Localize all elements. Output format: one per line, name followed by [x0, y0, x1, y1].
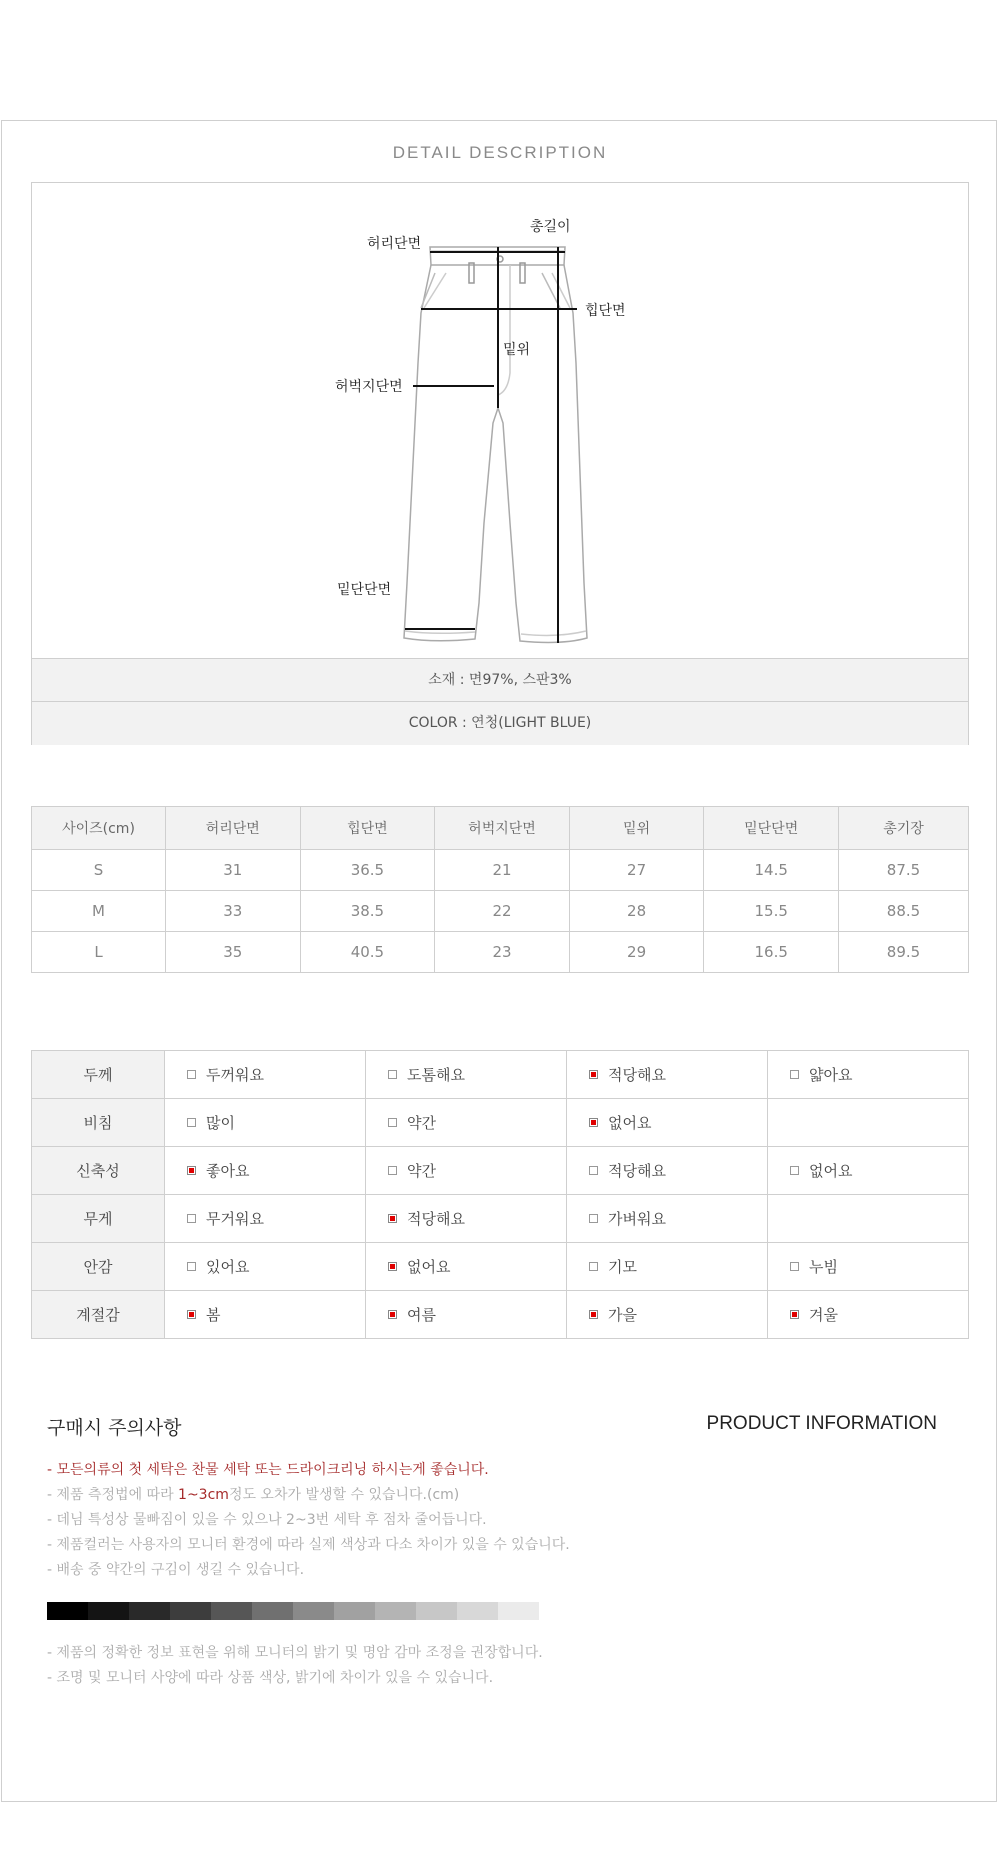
feature-name: 안감: [32, 1243, 165, 1291]
feature-option-cell: [768, 1291, 969, 1339]
feature-option-label: 여름: [407, 1306, 436, 1324]
size-cell: 36.5: [300, 850, 435, 891]
checked-box-icon: [388, 1214, 397, 1223]
feature-option-cell: [366, 1099, 567, 1147]
gray-swatch: [416, 1602, 457, 1620]
size-cell: 14.5: [704, 850, 839, 891]
feature-option-label: 기모: [608, 1258, 637, 1276]
size-cell: 40.5: [300, 932, 435, 973]
size-table: [31, 806, 969, 973]
gray-swatch: [170, 1602, 211, 1620]
feature-option-cell: [567, 1099, 768, 1147]
label-total-length: 총길이: [530, 219, 571, 235]
size-cell: 27: [569, 850, 704, 891]
size-header-cell: 총기장: [839, 807, 969, 850]
notice-line: - 제품컬러는 사용자의 모니터 환경에 따라 실제 색상과 다소 차이가 있을 수 있습니다.: [47, 1537, 570, 1553]
gray-swatch: [252, 1602, 293, 1620]
size-diagram-box: [31, 182, 969, 745]
feature-option-cell: [165, 1051, 366, 1099]
size-cell: 21: [435, 850, 570, 891]
feature-option-label: 약간: [407, 1162, 436, 1180]
size-cell: 35: [166, 932, 301, 973]
size-header-cell: 사이즈(cm): [32, 807, 166, 850]
feature-option-label: 얇아요: [809, 1066, 853, 1084]
feature-option-cell: [567, 1147, 768, 1195]
notice-title: 구매시 주의사항: [47, 1417, 182, 1439]
checked-box-icon: [388, 1262, 397, 1271]
feature-option-label: 겨울: [809, 1306, 838, 1324]
checked-box-icon: [790, 1310, 799, 1319]
feature-option-cell: [768, 1195, 969, 1243]
feature-option-label: 없어요: [608, 1114, 652, 1132]
size-header-cell: 허벅지단면: [435, 807, 570, 850]
checked-box-icon: [589, 1070, 598, 1079]
feature-option-cell: [366, 1291, 567, 1339]
feature-option-label: 있어요: [206, 1258, 250, 1276]
feature-option-cell: [567, 1291, 768, 1339]
checked-box-icon: [589, 1118, 598, 1127]
notice-highlight: 1~3cm: [178, 1487, 229, 1503]
feature-row: [32, 1147, 969, 1195]
gray-swatch: [334, 1602, 375, 1620]
feature-option-label: 적당해요: [608, 1066, 666, 1084]
size-cell: 23: [435, 932, 570, 973]
feature-option-cell: [567, 1243, 768, 1291]
feature-option-label: 적당해요: [407, 1210, 465, 1228]
gray-swatch: [88, 1602, 129, 1620]
size-cell: M: [32, 891, 166, 932]
feature-option-label: 무거워요: [206, 1210, 264, 1228]
feature-option-cell: [366, 1195, 567, 1243]
section-title: DETAIL DESCRIPTION: [392, 143, 608, 162]
color-row: COLOR : 연청(LIGHT BLUE): [32, 701, 968, 745]
feature-name: 신축성: [32, 1147, 165, 1195]
unchecked-box-icon: [187, 1214, 196, 1223]
table-row: [32, 891, 969, 932]
size-table-header: [32, 807, 969, 850]
size-cell: 33: [166, 891, 301, 932]
feature-name: 두께: [32, 1051, 165, 1099]
unchecked-box-icon: [790, 1166, 799, 1175]
material-row: 소재 : 면97%, 스판3%: [32, 658, 968, 702]
checked-box-icon: [589, 1310, 598, 1319]
label-hem: 밑단단면: [337, 582, 392, 598]
unchecked-box-icon: [589, 1262, 598, 1271]
unchecked-box-icon: [187, 1118, 196, 1127]
feature-option-label: 많이: [206, 1114, 235, 1132]
feature-option-label: 가벼워요: [608, 1210, 666, 1228]
pants-diagram: [32, 183, 968, 658]
feature-name: 무게: [32, 1195, 165, 1243]
feature-option-cell: [165, 1099, 366, 1147]
product-info-heading: PRODUCT INFORMATION: [706, 1413, 937, 1434]
notice-list: [47, 1458, 570, 1583]
label-thigh: 허벅지단면: [335, 379, 403, 395]
display-note-line: - 제품의 정확한 정보 표현을 위해 모니터의 밝기 및 명암 감마 조정을 권장합니다.: [47, 1645, 543, 1661]
feature-option-label: 좋아요: [206, 1162, 250, 1180]
feature-row: [32, 1243, 969, 1291]
feature-option-cell: [768, 1243, 969, 1291]
size-header-cell: 밑위: [569, 807, 704, 850]
notice-text: 정도 오차가 발생할 수 있습니다.(cm): [228, 1487, 460, 1503]
feature-row: [32, 1099, 969, 1147]
notice-text: - 제품 측정법에 따라: [47, 1487, 179, 1503]
feature-option-cell: [165, 1291, 366, 1339]
feature-option-label: 약간: [407, 1114, 436, 1132]
table-row: [32, 932, 969, 973]
feature-option-label: 적당해요: [608, 1162, 666, 1180]
display-note-line: - 조명 및 모니터 사양에 따라 상품 색상, 밝기에 차이가 있을 수 있습니다.: [47, 1670, 494, 1686]
size-cell: 38.5: [300, 891, 435, 932]
size-cell: L: [32, 932, 166, 973]
gray-swatch: [498, 1602, 539, 1620]
size-cell: 16.5: [704, 932, 839, 973]
feature-option-label: 두꺼워요: [206, 1066, 264, 1084]
feature-option-label: 누빔: [809, 1258, 838, 1276]
feature-row: [32, 1195, 969, 1243]
notice-line: - 배송 중 약간의 구김이 생길 수 있습니다.: [47, 1562, 305, 1578]
checked-box-icon: [187, 1166, 196, 1175]
size-cell: 31: [166, 850, 301, 891]
display-notes: [47, 1641, 543, 1691]
label-waist: 허리단면: [367, 236, 422, 252]
unchecked-box-icon: [790, 1070, 799, 1079]
feature-name: 비침: [32, 1099, 165, 1147]
feature-option-label: 가을: [608, 1306, 637, 1324]
feature-option-cell: [165, 1147, 366, 1195]
unchecked-box-icon: [388, 1118, 397, 1127]
feature-option-label: 봄: [206, 1306, 221, 1324]
gray-swatch: [129, 1602, 170, 1620]
size-cell: 15.5: [704, 891, 839, 932]
gray-swatch: [211, 1602, 252, 1620]
unchecked-box-icon: [589, 1166, 598, 1175]
table-row: [32, 850, 969, 891]
feature-option-cell: [366, 1051, 567, 1099]
gray-swatch: [47, 1602, 88, 1620]
feature-option-cell: [768, 1051, 969, 1099]
size-cell: 87.5: [839, 850, 969, 891]
feature-option-cell: [165, 1195, 366, 1243]
size-cell: 28: [569, 891, 704, 932]
unchecked-box-icon: [187, 1262, 196, 1271]
unchecked-box-icon: [388, 1166, 397, 1175]
unchecked-box-icon: [388, 1070, 397, 1079]
feature-option-label: 없어요: [407, 1258, 451, 1276]
feature-option-cell: [567, 1195, 768, 1243]
unchecked-box-icon: [589, 1214, 598, 1223]
notice-line: - 모든의류의 첫 세탁은 찬물 세탁 또는 드라이크리닝 하시는게 좋습니다.: [47, 1462, 489, 1478]
size-header-cell: 밑단단면: [704, 807, 839, 850]
feature-name: 계절감: [32, 1291, 165, 1339]
size-cell: 29: [569, 932, 704, 973]
label-hip: 힙단면: [585, 303, 626, 319]
notice-line: - 데님 특성상 물빠짐이 있을 수 있으나 2~3번 세탁 후 점차 줄어듭니다.: [47, 1512, 487, 1528]
pants-illustration: [32, 183, 968, 658]
feature-option-cell: [768, 1099, 969, 1147]
feature-option-cell: [165, 1243, 366, 1291]
size-cell: S: [32, 850, 166, 891]
notice-line: [47, 1483, 570, 1508]
unchecked-box-icon: [187, 1070, 196, 1079]
feature-option-label: 도톰해요: [407, 1066, 465, 1084]
size-header-cell: 허리단면: [166, 807, 301, 850]
gray-swatch: [457, 1602, 498, 1620]
gray-swatch: [375, 1602, 416, 1620]
feature-option-cell: [768, 1147, 969, 1195]
feature-option-label: 없어요: [809, 1162, 853, 1180]
feature-table: [31, 1050, 969, 1339]
checked-box-icon: [388, 1310, 397, 1319]
gray-swatch: [293, 1602, 334, 1620]
size-cell: 88.5: [839, 891, 969, 932]
label-rise: 밑위: [503, 342, 531, 358]
size-cell: 89.5: [839, 932, 969, 973]
grayscale-swatch-strip: [47, 1602, 539, 1620]
size-header-cell: 힙단면: [300, 807, 435, 850]
feature-row: [32, 1051, 969, 1099]
checked-box-icon: [187, 1310, 196, 1319]
unchecked-box-icon: [790, 1262, 799, 1271]
size-cell: 22: [435, 891, 570, 932]
feature-option-cell: [366, 1243, 567, 1291]
feature-row: [32, 1291, 969, 1339]
feature-option-cell: [567, 1051, 768, 1099]
feature-option-cell: [366, 1147, 567, 1195]
